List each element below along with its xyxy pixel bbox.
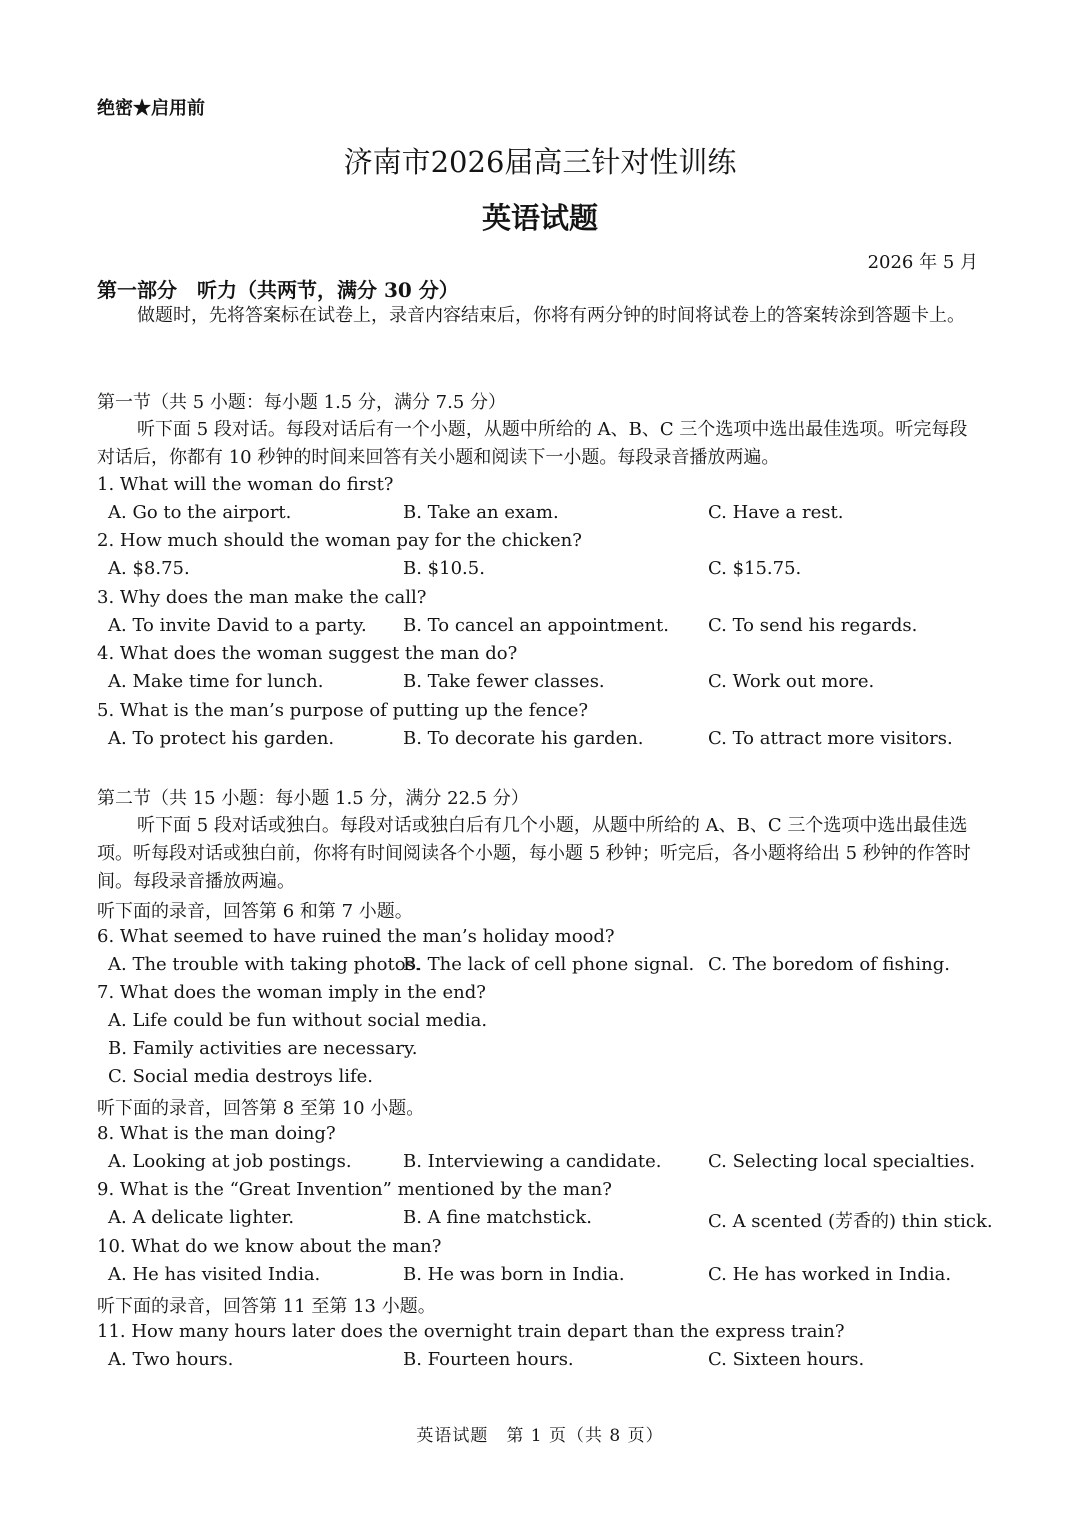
- question-10-options: [108, 1264, 988, 1292]
- question-9-options: [108, 1207, 993, 1235]
- option-c: C. Work out more.: [708, 671, 875, 692]
- question-10: 10. What do we know about the man?: [97, 1236, 442, 1257]
- option-b: B. Family activities are necessary.: [108, 1038, 418, 1059]
- question-6: 6. What seemed to have ruined the man’s holiday mood?: [97, 926, 615, 947]
- question-4: 4. What does the woman suggest the man do?: [97, 643, 518, 664]
- page-footer: 英语试题 第 1 页（共 8 页）: [416, 1426, 664, 1446]
- option-a: A. To invite David to a party.: [108, 615, 367, 636]
- listen-11-13: 听下面的录音，回答第 11 至第 13 小题。: [97, 1296, 436, 1317]
- option-b: B. Take fewer classes.: [403, 671, 605, 692]
- option-a: A. Two hours.: [108, 1349, 234, 1370]
- listen-6-7: 听下面的录音，回答第 6 和第 7 小题。: [97, 901, 413, 922]
- option-c: C. Sixteen hours.: [708, 1349, 865, 1370]
- option-b: B. To decorate his garden.: [403, 728, 644, 749]
- option-a: A. Life could be fun without social media.: [108, 1010, 488, 1031]
- question-6-options: [108, 954, 988, 982]
- option-a: A. He has visited India.: [108, 1264, 321, 1285]
- option-a: A. Go to the airport.: [108, 502, 292, 523]
- question-11: 11. How many hours later does the overnight train depart than the express train?: [97, 1321, 845, 1342]
- option-c: C. The boredom of fishing.: [708, 954, 950, 975]
- section1-instruction: 听下面 5 段对话。每段对话后有一个小题，从题中所给的 A、B、C 三个选项中选出最佳选项。听完每段对话后，你都有 10 秒钟的时间来回答有关小题和阅读下一小题。每段录音播放两遍。: [97, 419, 968, 468]
- option-c: C. He has worked in India.: [708, 1264, 952, 1285]
- option-c: C. Have a rest.: [708, 502, 844, 523]
- part1-instruction: 做题时，先将答案标在试卷上，录音内容结束后，你将有两分钟的时间将试卷上的答案转涂到答题卡上。: [137, 305, 965, 326]
- question-2-options: [108, 558, 988, 586]
- question-11-options: [108, 1349, 988, 1377]
- exam-subject: 英语试题: [481, 201, 598, 235]
- confidential-label: 绝密★启用前: [97, 98, 205, 119]
- question-5: 5. What is the man’s purpose of putting up the fence?: [97, 700, 589, 721]
- option-c: C. Social media destroys life.: [108, 1066, 374, 1087]
- question-2: 2. How much should the woman pay for the chicken?: [97, 530, 582, 551]
- section1-heading: 第一节（共 5 小题：每小题 1.5 分，满分 7.5 分）: [97, 392, 507, 413]
- question-3-options: [108, 615, 988, 643]
- option-a: A. Looking at job postings.: [108, 1151, 352, 1172]
- option-a: A. Make time for lunch.: [108, 671, 324, 692]
- part1-heading: 第一部分 听力（共两节，满分 30 分）: [97, 278, 459, 302]
- option-c: C. A scented (芳香的) thin stick.: [708, 1211, 993, 1232]
- exam-date: 2026 年 5 月: [867, 252, 978, 273]
- question-7: 7. What does the woman imply in the end?: [97, 982, 486, 1003]
- option-c: C. To attract more visitors.: [708, 728, 953, 749]
- question-4-options: [108, 671, 988, 699]
- option-a: A. $8.75.: [108, 558, 190, 579]
- option-b: B. Fourteen hours.: [403, 1349, 574, 1370]
- question-5-options: [108, 728, 988, 756]
- question-1-options: [108, 502, 988, 530]
- option-b: B. To cancel an appointment.: [403, 615, 669, 636]
- option-b: B. The lack of cell phone signal.: [403, 954, 695, 975]
- question-3: 3. Why does the man make the call?: [97, 587, 427, 608]
- question-9: 9. What is the “Great Invention” mentioned by the man?: [97, 1179, 612, 1200]
- option-c: C. Selecting local specialties.: [708, 1151, 976, 1172]
- listen-8-10: 听下面的录音，回答第 8 至第 10 小题。: [97, 1098, 425, 1119]
- option-a: A. To protect his garden.: [108, 728, 335, 749]
- option-b: B. Interviewing a candidate.: [403, 1151, 662, 1172]
- section2-instruction: 听下面 5 段对话或独白。每段对话或独白后有几个小题，从题中所给的 A、B、C 三个选项中选出最佳选项。听每段对话或独白前，你将有时间阅读各个小题，每小题 5 秒钟；听完后，各小题将给出 5 秒钟的作答时间。每段录音播放两遍。: [97, 815, 971, 892]
- option-a: A. A delicate lighter.: [108, 1207, 295, 1228]
- question-8-options: [108, 1151, 988, 1179]
- option-c: C. To send his regards.: [708, 615, 918, 636]
- option-b: B. $10.5.: [403, 558, 485, 579]
- section2-heading: 第二节（共 15 小题：每小题 1.5 分，满分 22.5 分）: [97, 788, 529, 809]
- exam-title: 济南市2026届高三针对性训练: [343, 145, 737, 179]
- question-1: 1. What will the woman do first?: [97, 474, 394, 495]
- option-b: B. Take an exam.: [403, 502, 559, 523]
- question-8: 8. What is the man doing?: [97, 1123, 336, 1144]
- option-b: B. He was born in India.: [403, 1264, 625, 1285]
- option-c: C. $15.75.: [708, 558, 802, 579]
- option-a: A. The trouble with taking photos.: [108, 954, 421, 975]
- option-b: B. A fine matchstick.: [403, 1207, 593, 1228]
